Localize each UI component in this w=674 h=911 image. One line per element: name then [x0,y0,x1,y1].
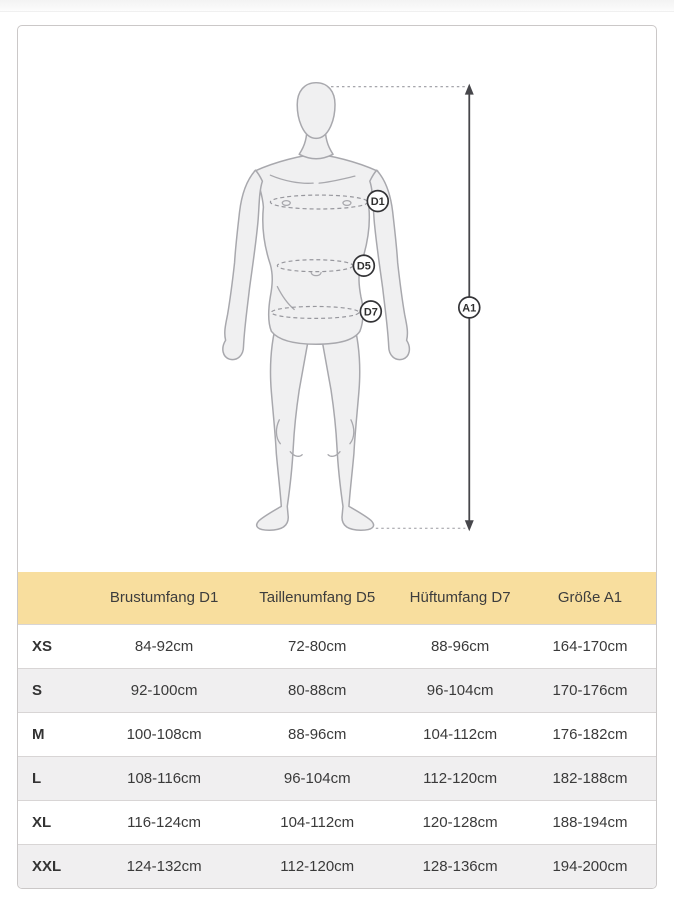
hip-badge-label: D7 [363,306,378,319]
hip-cell: 128-136cm [396,844,524,888]
table-row-xs [18,624,656,668]
size-cell: XXL [18,844,90,888]
waist-cell: 96-104cm [238,756,396,800]
hip-cell: 104-112cm [396,712,524,756]
size-cell: L [18,756,90,800]
height-cell: 170-176cm [524,668,656,712]
col-header-chest: Brustumfang D1 [90,572,238,624]
chest-cell: 116-124cm [90,800,238,844]
hip-cell: 88-96cm [396,624,524,668]
col-header-size [18,572,90,624]
table-row-xl [18,800,656,844]
chest-cell: 108-116cm [90,756,238,800]
chest-badge-label: D1 [370,196,385,209]
body-figure-torso [254,154,377,344]
size-cell: S [18,668,90,712]
waist-cell: 112-120cm [238,844,396,888]
top-page-strip [0,0,674,12]
body-measurement-diagram [18,26,656,572]
size-chart-card [17,25,657,889]
chest-cell: 84-92cm [90,624,238,668]
height-cell: 176-182cm [524,712,656,756]
table-row-m [18,712,656,756]
height-badge [459,297,480,318]
table-row-xxl [18,844,656,888]
hip-cell: 112-120cm [396,756,524,800]
size-table [18,572,656,888]
waist-cell: 88-96cm [238,712,396,756]
height-cell: 188-194cm [524,800,656,844]
height-cell: 194-200cm [524,844,656,888]
col-header-hip: Hüftumfang D7 [396,572,524,624]
waist-badge [353,255,374,276]
waist-badge-label: D5 [356,260,371,273]
waist-cell: 80-88cm [238,668,396,712]
hip-cell: 120-128cm [396,800,524,844]
hip-cell: 96-104cm [396,668,524,712]
height-badge-label: A1 [462,302,477,315]
col-header-height: Größe A1 [524,572,656,624]
body-figure-head [297,83,335,139]
height-cell: 164-170cm [524,624,656,668]
body-figure-legs [257,318,374,530]
chest-badge [367,191,388,212]
size-cell: XS [18,624,90,668]
table-row-s [18,668,656,712]
table-row-l [18,756,656,800]
size-cell: M [18,712,90,756]
waist-cell: 72-80cm [238,624,396,668]
hip-badge [360,301,381,322]
size-table-header-row [18,572,656,624]
chest-cell: 100-108cm [90,712,238,756]
col-header-waist: Taillenumfang D5 [238,572,396,624]
chest-cell: 124-132cm [90,844,238,888]
chest-cell: 92-100cm [90,668,238,712]
waist-cell: 104-112cm [238,800,396,844]
height-cell: 182-188cm [524,756,656,800]
size-cell: XL [18,800,90,844]
